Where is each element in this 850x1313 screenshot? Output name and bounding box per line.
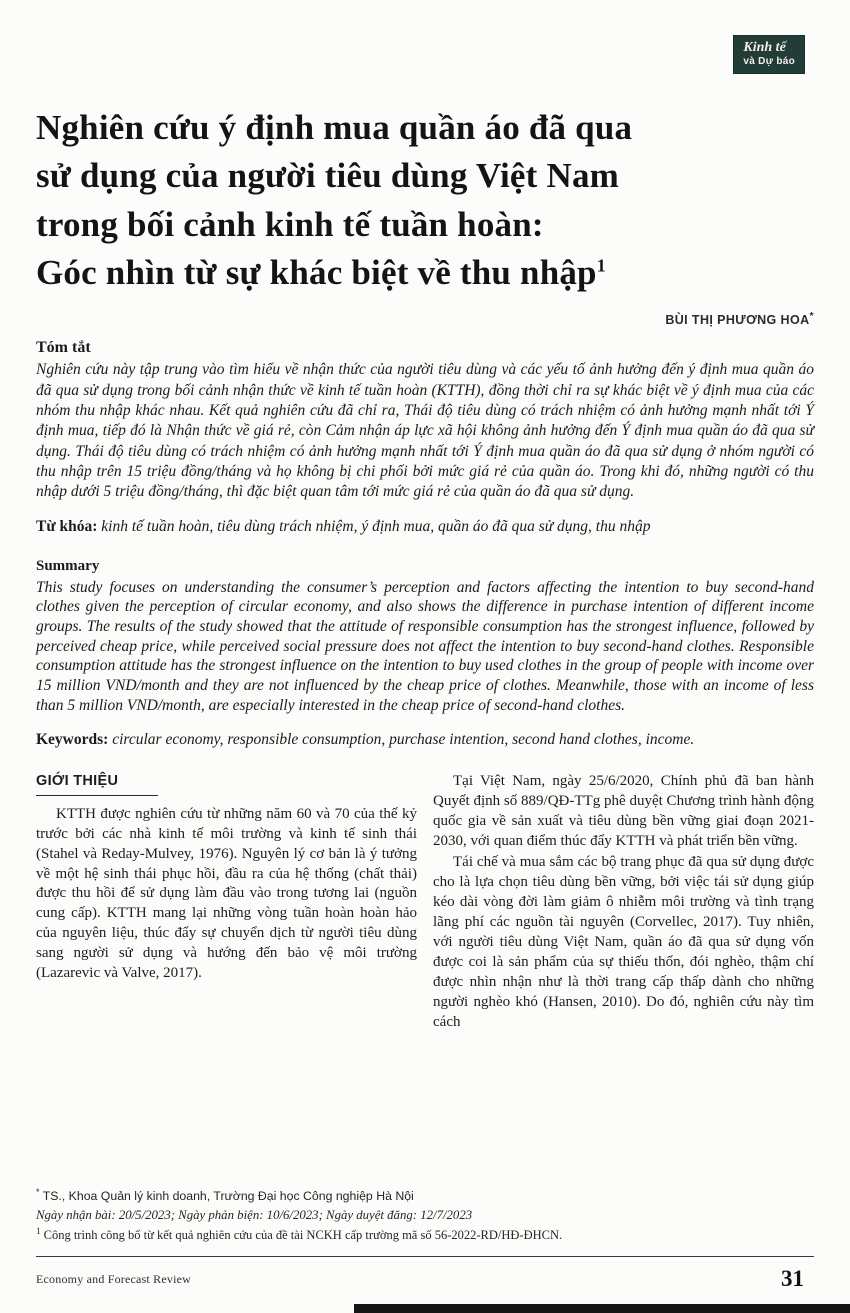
abstract-vi-heading: Tóm tắt (36, 339, 91, 357)
keywords-vi-label: Từ khóa: (36, 518, 98, 536)
title-footnote-marker: 1 (596, 255, 606, 276)
left-column-paragraph: KTTH được nghiên cứu từ những năm 60 và 70 của thế kỷ trước bởi các nhà kinh tế môi trường và kinh tế sinh thái (Stahel và Reday-Mulvey, 1976). Nguyên lý cơ bản là ý tưởng về một hệ sinh thái phục hồi, đầu ra của hệ thống (chất thải) được thu hồi để sử dụng làm đầu vào trong tương lai (nguồn cung cấp). KTTH mang lại những vòng tuần hoàn hoàn hảo của nguyên liệu, thúc đẩy sự chuyển dịch từ người tiêu dùng sang người sử dụng và hướng đến bảo vệ môi trường (Lazarevic và Valve, 2017). (36, 805, 417, 982)
keywords-en (36, 730, 814, 750)
footer-divider (36, 1256, 814, 1257)
left-column (36, 772, 417, 1032)
footnote-affiliation-marker: * (36, 1187, 40, 1197)
right-column (433, 772, 814, 1032)
article-title (36, 104, 814, 297)
journal-logo-line1: Kinh tế (743, 40, 786, 55)
footnote-project-text: Công trình công bố từ kết quả nghiên cứu của đề tài NCKH cấp trường mã số 56-2022-RD/HĐ-ĐHCN. (40, 1227, 563, 1242)
footnote-dates: Ngày nhận bài: 20/5/2023; Ngày phản biện: 10/6/2023; Ngày duyệt đăng: 12/7/2023 (36, 1207, 473, 1222)
scan-edge-bar (354, 1304, 850, 1313)
page-footer (36, 1262, 814, 1296)
abstract-vi-body: Nghiên cứu này tập trung vào tìm hiểu về nhận thức của người tiêu dùng và các yếu tố ảnh hưởng đến ý định mua quần áo đã qua sử dụng trong bối cảnh nhận thức về kinh tế tuần hoàn (KTTH), đồng thời chỉ ra sự khác biệt về ý định mua của các nhóm thu nhập khác nhau. Kết quả nghiên cứu đã chỉ ra, Thái độ tiêu dùng có trách nhiệm có ảnh hưởng mạnh nhất tới Ý định mua, tiếp đó là Nhận thức về giá rẻ, còn Cảm nhận áp lực xã hội không ảnh hưởng đến Ý định mua quần áo đã qua sử dụng. Thái độ tiêu dùng có trách nhiệm có ảnh hưởng mạnh nhất tới Ý định mua quần áo đã qua sử dụng ở nhóm người có thu nhập trên 15 triệu đồng/tháng và họ không bị chi phối bởi mức giá rẻ của quần áo. Trong khi đó, những người có thu nhập dưới 5 triệu đồng/tháng, thì đặc biệt quan tâm tới mức giá rẻ của quần áo đã qua sử dụng. (36, 361, 814, 501)
article-title-line1: Nghiên cứu ý định mua quần áo đã qua (36, 108, 633, 147)
footnote-project-marker: 1 (36, 1225, 41, 1236)
keywords-en-label: Keywords: (36, 731, 109, 749)
footnote-affiliation-text: TS., Khoa Quản lý kinh doanh, Trường Đại học Công nghiệp Hà Nội (39, 1189, 414, 1204)
summary-body: This study focuses on understanding the consumer’s perception and factors affecting the intention to buy second-hand clothes given the perception of circular economy, and also shows the difference in purchase intention of different income groups. The results of the study showed that the attitude of responsible consumption has the strongest influence, followed by perceived cheap price, while perceived social pressure does not affect the intention to buy second-hand clothes. Responsible consumption attitude has the strongest influence on the intention to buy used clothes in the group of people with income over 15 million VND/month and they are not influenced by the cheap price of clothes. Meanwhile, those with an income of less than 5 million VND/month, are especially interested in the cheap price of second-hand clothes. (36, 578, 814, 714)
right-column-paragraph-1: Tại Việt Nam, ngày 25/6/2020, Chính phủ đã ban hành Quyết định số 889/QĐ-TTg phê duyệt Chương trình hành động quốc gia về sản xuất và tiêu dùng bền vững giai đoạn 2021-2030, với quan điểm thúc đẩy KTTH và phát triển bền vững. (433, 773, 814, 850)
footer-journal-name: Economy and Forecast Review (36, 1271, 192, 1286)
section-heading-intro: GIỚI THIỆU (36, 772, 158, 795)
article-title-line2: sử dụng của người tiêu dùng Việt Nam (36, 156, 620, 196)
footnotes-block (36, 1186, 814, 1245)
author-line (36, 311, 814, 327)
footnote-project (36, 1225, 814, 1245)
right-column-paragraph-2: Tái chế và mua sắm các bộ trang phục đã qua sử dụng được cho là lựa chọn tiêu dùng bền vững, bởi việc tái sử dụng giúp kéo dài vòng đời làm giảm ô nhiễm môi trường và tình trạng lãng phí các nguồn tài nguyên (Corvellec, 2017). Tuy nhiên, với người tiêu dùng Việt Nam, quần áo đã qua sử dụng vốn được coi là sản phẩm của sự thiếu thốn, đói nghèo, thậm chí được nhìn nhận như là thời trang cấp thấp dành cho những người nghèo khó (Hansen, 2010). Do đó, nghiên cứu này tìm cách (433, 854, 814, 1030)
article-body-columns (36, 772, 814, 1032)
author-affiliation-marker: * (809, 311, 814, 323)
summary-heading: Summary (36, 557, 100, 574)
article-title-line4: Góc nhìn từ sự khác biệt về thu nhập (36, 252, 597, 292)
author-name: BÙI THỊ PHƯƠNG HOA (665, 313, 810, 328)
keywords-vi (36, 517, 814, 537)
footer-page-number: 31 (781, 1266, 804, 1291)
keywords-vi-text: kinh tế tuần hoàn, tiêu dùng trách nhiệm, ý định mua, quần áo đã qua sử dụng, thu nhập (101, 518, 651, 536)
footnote-affiliation (36, 1186, 814, 1206)
keywords-en-text: circular economy, responsible consumption, purchase intention, second hand clothes, income. (112, 731, 695, 749)
journal-logo-badge (734, 36, 804, 73)
article-title-line3: trong bối cảnh kinh tế tuần hoàn: (36, 204, 544, 244)
journal-logo-line2: và Dự báo (743, 56, 795, 68)
